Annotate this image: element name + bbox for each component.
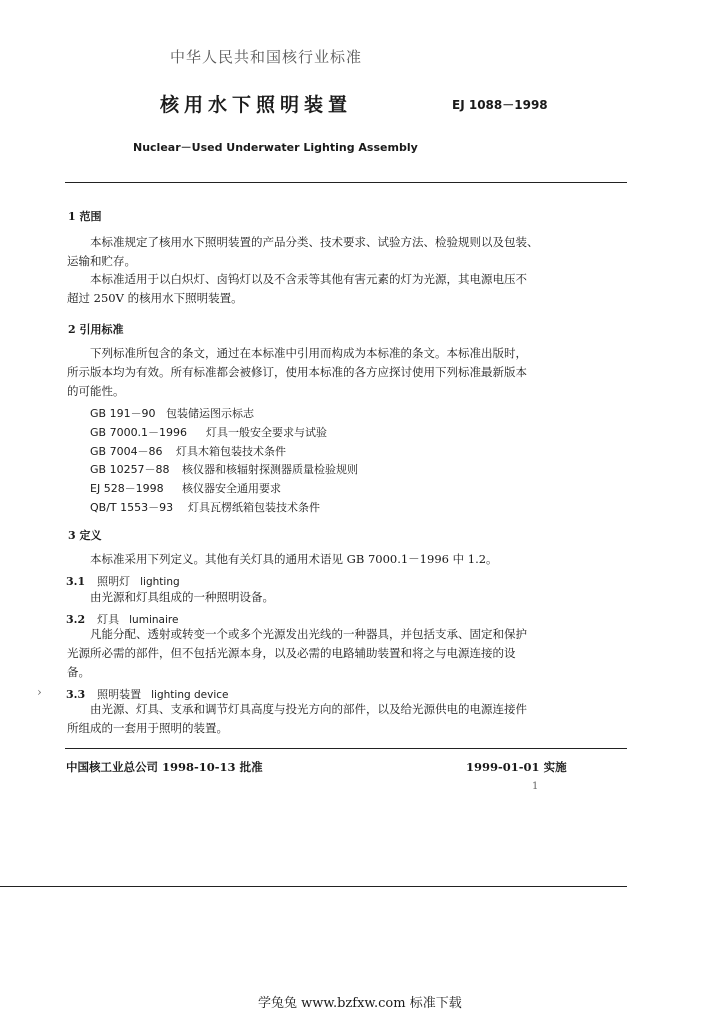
section-1-paragraph-1-line-2: 运输和贮存。 [67, 254, 136, 268]
definition-term: 照明灯 [97, 575, 131, 588]
reference-code: GB 191－90 [90, 407, 156, 420]
reference-title: 包装储运图示标志 [166, 407, 254, 420]
footer-divider [65, 748, 627, 749]
reference-title: 灯具一般安全要求与试验 [206, 426, 327, 439]
page-bottom-divider [0, 886, 627, 887]
section-1-paragraph-2-line-1: 本标准适用于以白炽灯、卤钨灯以及不含汞等其他有害元素的灯为光源，其电源电压不 [90, 272, 527, 286]
definition-term: 灯具 [97, 613, 120, 626]
reference-item [90, 499, 320, 515]
definition-number: 3.1 [66, 575, 86, 588]
reference-code: QB/T 1553－93 [90, 501, 174, 514]
definition-english-term: lighting device [151, 689, 229, 701]
section-2-heading: 2 引用标准 [68, 323, 124, 336]
reference-item [90, 405, 254, 421]
section-1-heading: 1 范围 [68, 210, 102, 223]
definition-english-term: lighting [140, 576, 180, 588]
definition-term: 照明装置 [97, 688, 142, 701]
definition-3-1-heading [66, 573, 180, 589]
reference-item [90, 424, 327, 440]
section-1-paragraph-2-line-2: 超过 250V 的核用水下照明装置。 [67, 291, 243, 305]
reference-item [90, 461, 358, 477]
definition-3-1-text: 由光源和灯具组成的一种照明设备。 [90, 590, 274, 604]
header-divider [65, 182, 627, 183]
standard-number: EJ 1088－1998 [452, 98, 548, 112]
reference-code: GB 7000.1－1996 [90, 426, 188, 439]
definition-number: 3.2 [66, 613, 86, 626]
definition-3-2-text-line-2: 光源所必需的部件，但不包括光源本身，以及必需的电路辅助装置和将之与电源连接的设 [67, 646, 516, 660]
definition-3-3-text-line-2: 所组成的一套用于照明的装置。 [67, 721, 228, 735]
definition-3-3-text-line-1: 由光源、灯具、支承和调节灯具高度与投光方向的部件，以及给光源供电的电源连接件 [90, 702, 527, 716]
reference-title: 灯具瓦楞纸箱包装技术条件 [188, 501, 320, 514]
section-2-paragraph-line-1: 下列标准所包含的条文，通过在本标准中引用而构成为本标准的条文。本标准出版时， [90, 346, 527, 360]
section-3-heading: 3 定义 [68, 529, 102, 542]
definition-3-2-text-line-3: 备。 [67, 665, 90, 679]
definition-number: 3.3 [66, 688, 86, 701]
section-1-paragraph-1-line-1: 本标准规定了核用水下照明装置的产品分类、技术要求、试验方法、检验规则以及包装、 [90, 235, 539, 249]
approval-line: 中国核工业总公司 1998-10-13 批准 [66, 760, 263, 774]
reference-title: 核仪器安全通用要求 [182, 482, 281, 495]
english-title: Nuclear－Used Underwater Lighting Assembly [133, 141, 418, 154]
document-title: 核用水下照明装置 [160, 94, 353, 116]
reference-title: 核仪器和核辐射探测器质量检验规则 [182, 463, 358, 476]
definition-english-term: luminaire [129, 614, 179, 626]
effective-date: 1999-01-01 实施 [466, 760, 567, 774]
source-watermark-line: 学兔兔 www.bzfxw.com 标准下载 [258, 996, 462, 1011]
section-2-paragraph-line-3: 的可能性。 [67, 384, 125, 398]
reference-item [90, 480, 281, 496]
section-2-paragraph-line-2: 所示版本均为有效。所有标准都会被修订，使用本标准的各方应探讨使用下列标准最新版本 [67, 365, 527, 379]
page-number: 1 [532, 781, 539, 792]
definition-3-2-heading [66, 611, 178, 627]
stray-mark: › [37, 685, 42, 699]
definition-3-3-heading [66, 686, 228, 702]
reference-code: GB 7004－86 [90, 445, 163, 458]
reference-code: GB 10257－88 [90, 463, 170, 476]
reference-code: EJ 528－1998 [90, 482, 164, 495]
section-3-intro: 本标准采用下列定义。其他有关灯具的通用术语见 GB 7000.1－1996 中 1.2。 [90, 552, 498, 566]
definition-3-2-text-line-1: 凡能分配、透射或转变一个或多个光源发出光线的一种器具，并包括支承、固定和保护 [90, 627, 527, 641]
issuing-body-header: 中华人民共和国核行业标准 [170, 48, 363, 66]
reference-item [90, 443, 286, 459]
reference-title: 灯具木箱包装技术条件 [176, 445, 286, 458]
